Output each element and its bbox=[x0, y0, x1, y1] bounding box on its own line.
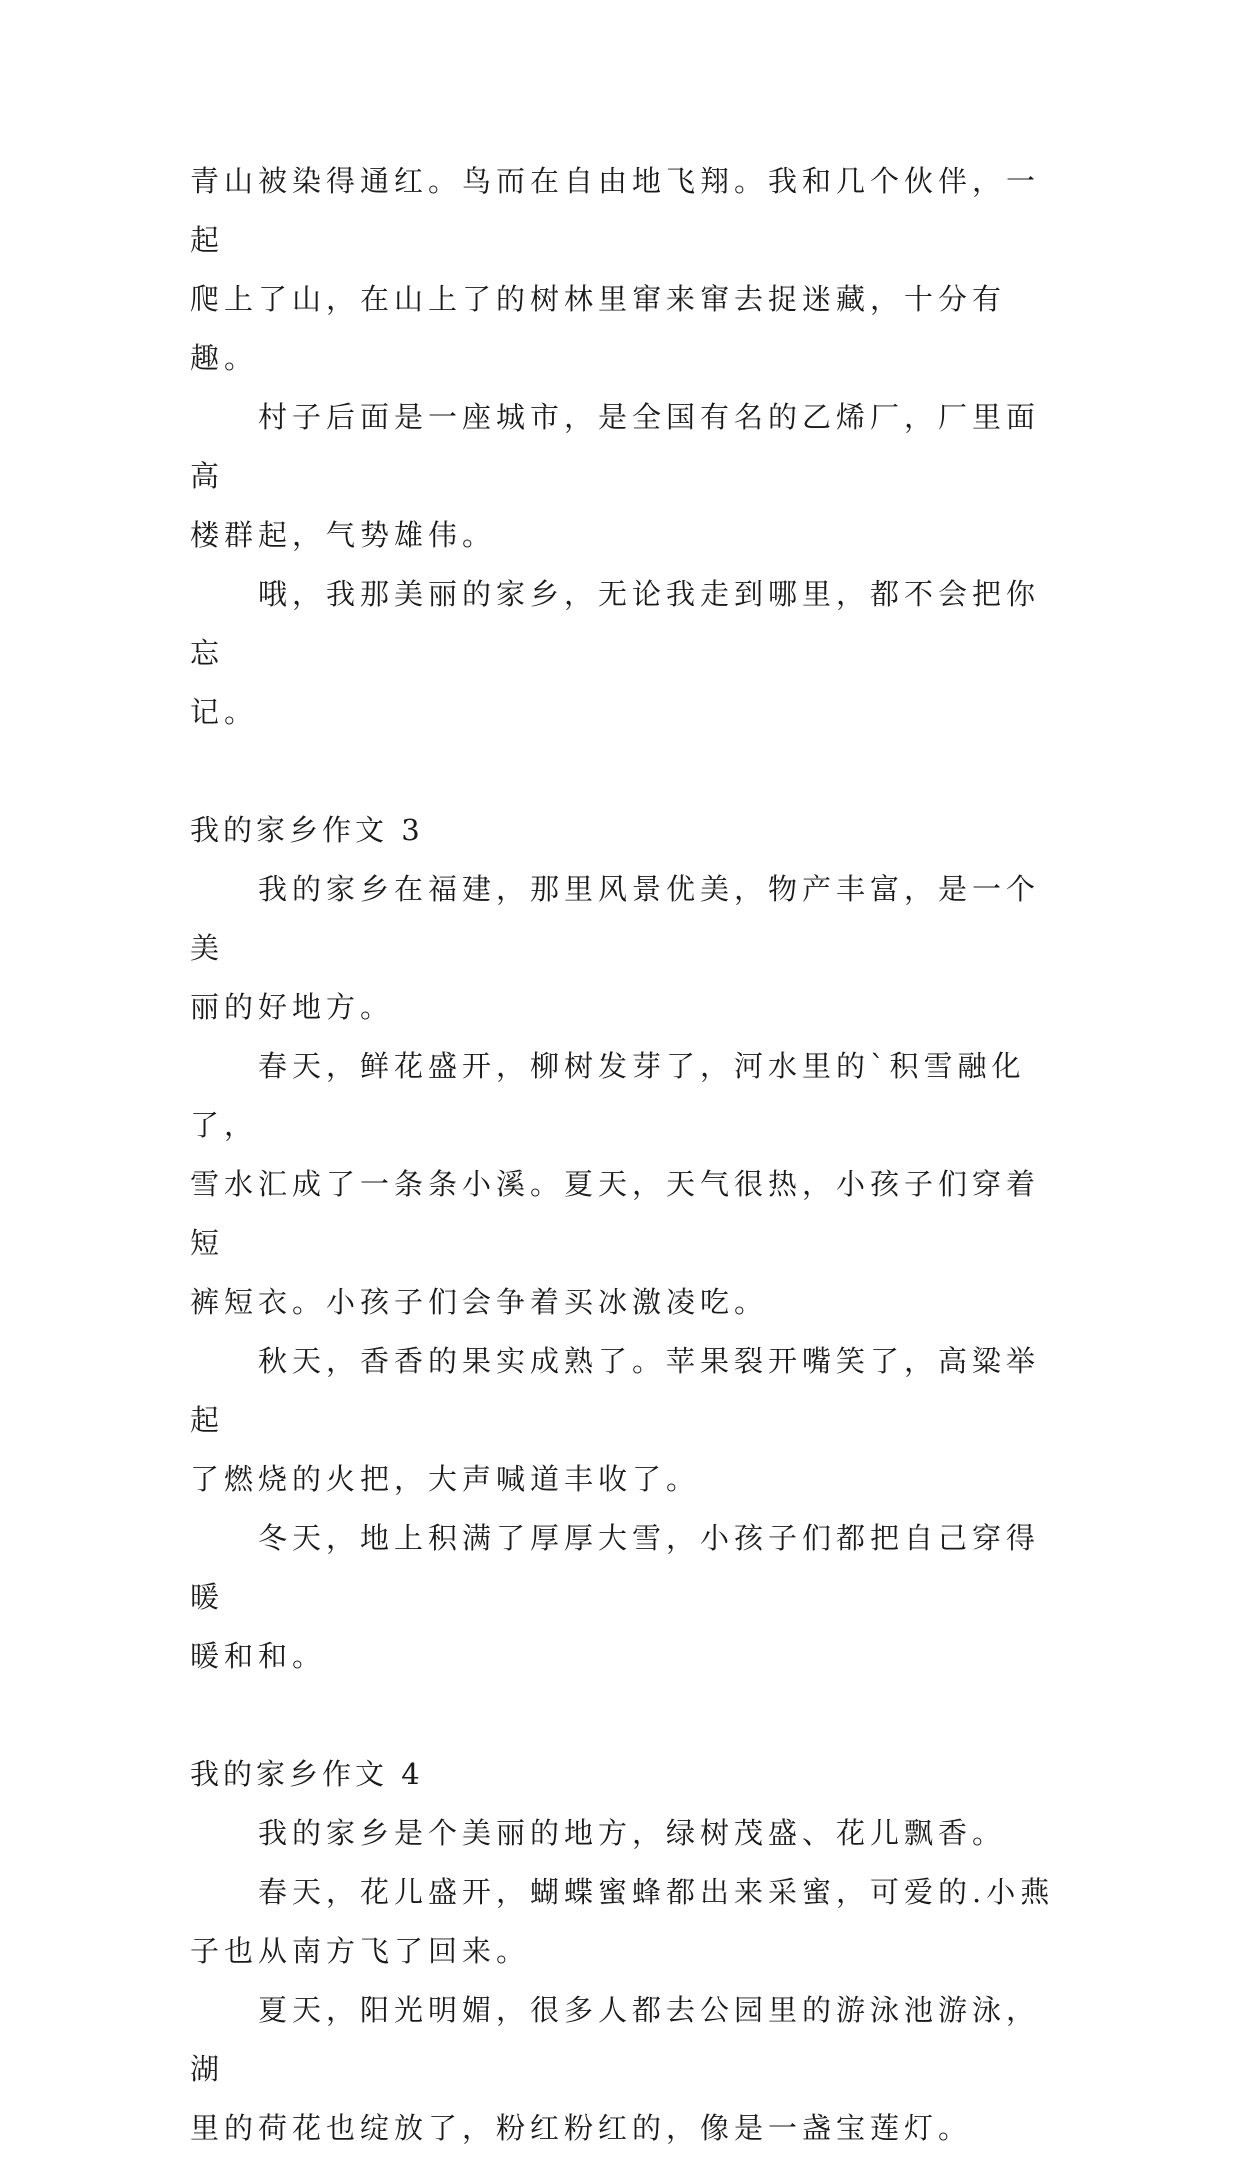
heading-text: 我的家乡作文 4 bbox=[190, 1757, 424, 1791]
text-line: 村子后面是一座城市，是全国有名的乙烯厂，厂里面高 bbox=[190, 400, 1041, 493]
text-line: 子也从南方飞了回来。 bbox=[190, 1934, 531, 1968]
text-line: 里的荷花也绽放了，粉红粉红的，像是一盏宝莲灯。 bbox=[190, 2111, 973, 2145]
text-line: 我的家乡是个美丽的地方，绿树茂盛、花儿飘香。 bbox=[258, 1816, 1007, 1850]
paragraph bbox=[190, 1804, 1070, 1863]
text-line: 青山被染得通红。鸟而在自由地飞翔。我和几个伙伴，一起 bbox=[190, 164, 1041, 257]
text-line: 秋天，香香的果实成熟了。苹果裂开嘴笑了，高粱举起 bbox=[190, 1344, 1041, 1437]
paragraph bbox=[190, 1037, 1070, 1332]
text-line: 我的家乡在福建，那里风景优美，物产丰富，是一个美 bbox=[190, 872, 1041, 965]
text-line: 春天，鲜花盛开，柳树发芽了，河水里的`积雪融化了， bbox=[190, 1049, 1026, 1142]
paragraph bbox=[190, 1332, 1070, 1509]
text-line: 裤短衣。小孩子们会争着买冰激凌吃。 bbox=[190, 1285, 769, 1319]
paragraph bbox=[190, 860, 1070, 1037]
text-line: 记。 bbox=[190, 695, 259, 729]
text-line: 雪水汇成了一条条小溪。夏天，天气很热，小孩子们穿着短 bbox=[190, 1167, 1041, 1260]
text-line: 冬天，地上积满了厚厚大雪，小孩子们都把自己穿得暖 bbox=[190, 1521, 1041, 1614]
paragraph bbox=[190, 565, 1070, 742]
heading-text: 我的家乡作文 3 bbox=[190, 813, 424, 847]
paragraph bbox=[190, 388, 1070, 565]
paragraph bbox=[190, 152, 1070, 388]
text-line: 丽的好地方。 bbox=[190, 990, 395, 1024]
text-line: 夏天，阳光明媚，很多人都去公园里的游泳池游泳，湖 bbox=[190, 1993, 1041, 2086]
text-line: 楼群起，气势雄伟。 bbox=[190, 518, 497, 552]
paragraph bbox=[190, 1981, 1070, 2158]
document-body bbox=[190, 152, 1070, 2158]
paragraph bbox=[190, 1863, 1070, 1981]
section-heading bbox=[190, 801, 1070, 860]
text-line: 爬上了山，在山上了的树林里窜来窜去捉迷藏，十分有趣。 bbox=[190, 282, 1007, 375]
text-line: 暖和和。 bbox=[190, 1639, 327, 1673]
text-line: 了燃烧的火把，大声喊道丰收了。 bbox=[190, 1462, 701, 1496]
text-line: 春天，花儿盛开，蝴蝶蜜蜂都出来采蜜，可爱的.小燕 bbox=[258, 1875, 1055, 1909]
paragraph bbox=[190, 1509, 1070, 1686]
text-line: 哦，我那美丽的家乡，无论我走到哪里，都不会把你忘 bbox=[190, 577, 1041, 670]
